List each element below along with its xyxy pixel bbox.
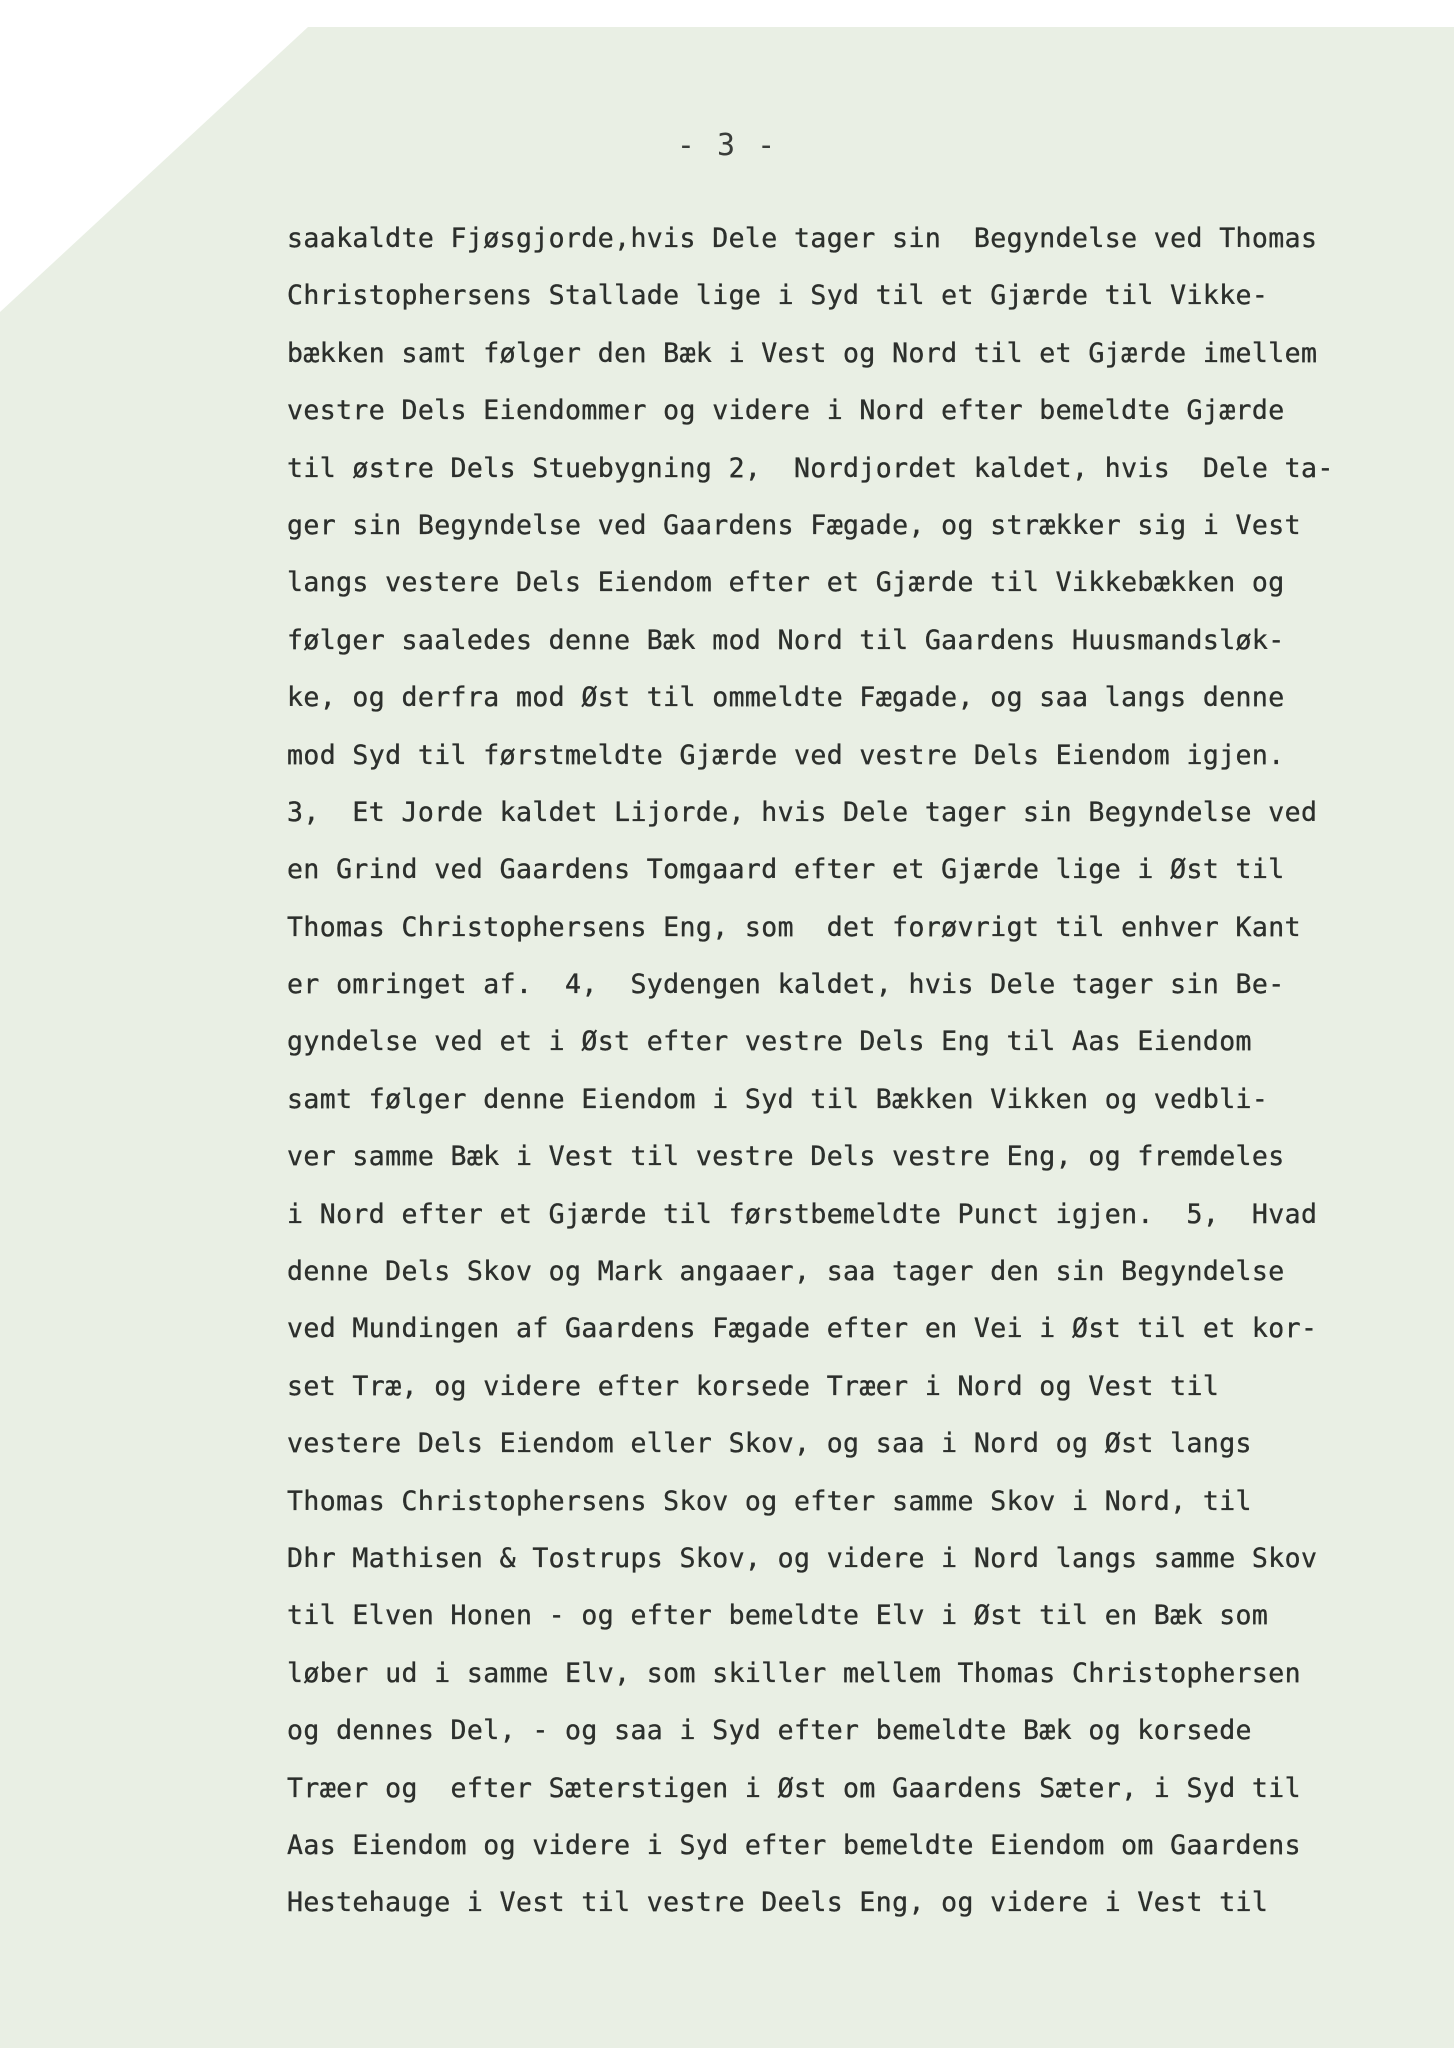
text-line: ger sin Begyndelse ved Gaardens Fægade, og strækker sig i Vest — [287, 509, 1301, 541]
text-line: vestre Dels Eiendommer og videre i Nord efter bemeldte Gjærde — [287, 395, 1285, 427]
text-line: Hestehauge i Vest til vestre Deels Eng, og videre i Vest til — [287, 1887, 1269, 1919]
text-line: en Grind ved Gaardens Tomgaard efter et Gjærde lige i Øst til — [287, 854, 1285, 886]
text-line: Træer og efter Sæterstigen i Øst om Gaardens Sæter, i Syd til — [287, 1772, 1301, 1804]
text-line: 3, Et Jorde kaldet Lijorde, hvis Dele tager sin Begyndelse ved — [287, 796, 1318, 828]
text-line: denne Dels Skov og Mark angaaer, saa tager den sin Begyndelse — [287, 1256, 1285, 1288]
text-line: mod Syd til førstmeldte Gjærde ved vestre Dels Eiendom igjen. — [287, 739, 1285, 771]
text-line: Aas Eiendom og videre i Syd efter bemeldte Eiendom om Gaardens — [287, 1829, 1301, 1861]
page-number: - 3 - — [676, 128, 778, 163]
text-line: gyndelse ved et i Øst efter vestre Dels Eng til Aas Eiendom — [287, 1026, 1252, 1058]
text-line: set Træ, og videre efter korsede Træer i Nord og Vest til — [287, 1370, 1220, 1402]
text-line: langs vestere Dels Eiendom efter et Gjærde til Vikkebækken og — [287, 567, 1285, 599]
text-line: til østre Dels Stuebygning 2, Nordjordet kaldet, hvis Dele ta- — [287, 452, 1334, 484]
text-line: Thomas Christophersens Skov og efter samme Skov i Nord, til — [287, 1485, 1252, 1517]
text-line: Dhr Mathisen & Tostrups Skov, og videre i Nord langs samme Skov — [287, 1542, 1318, 1574]
text-line: er omringet af. 4, Sydengen kaldet, hvis Dele tager sin Be- — [287, 969, 1285, 1001]
document-body — [287, 210, 1437, 1932]
text-line: følger saaledes denne Bæk mod Nord til Gaardens Huusmandsløk- — [287, 624, 1285, 656]
text-line: og dennes Del, - og saa i Syd efter bemeldte Bæk og korsede — [287, 1715, 1252, 1747]
text-line: samt følger denne Eiendom i Syd til Bækken Vikken og vedbli- — [287, 1083, 1269, 1115]
text-line: ke, og derfra mod Øst til ommeldte Fægade, og saa langs denne — [287, 682, 1285, 714]
text-line: i Nord efter et Gjærde til førstbemeldte Punct igjen. 5, Hvad — [287, 1198, 1318, 1230]
text-line: saakaldte Fjøsgjorde,hvis Dele tager sin Begyndelse ved Thomas — [287, 223, 1318, 254]
text-line: Thomas Christophersens Eng, som det forøvrigt til enhver Kant — [287, 911, 1301, 943]
text-line: bækken samt følger den Bæk i Vest og Nord til et Gjærde imellem — [287, 337, 1318, 369]
text-line: til Elven Honen - og efter bemeldte Elv i Øst til en Bæk som — [287, 1600, 1269, 1632]
text-line: ver samme Bæk i Vest til vestre Dels vestre Eng, og fremdeles — [287, 1141, 1285, 1173]
text-line: Christophersens Stallade lige i Syd til et Gjærde til Vikke- — [287, 280, 1269, 312]
text-line: ved Mundingen af Gaardens Fægade efter en Vei i Øst til et kor- — [287, 1313, 1318, 1345]
text-line: vestere Dels Eiendom eller Skov, og saa i Nord og Øst langs — [287, 1428, 1252, 1460]
text-line: løber ud i samme Elv, som skiller mellem Thomas Christophersen — [287, 1657, 1301, 1689]
